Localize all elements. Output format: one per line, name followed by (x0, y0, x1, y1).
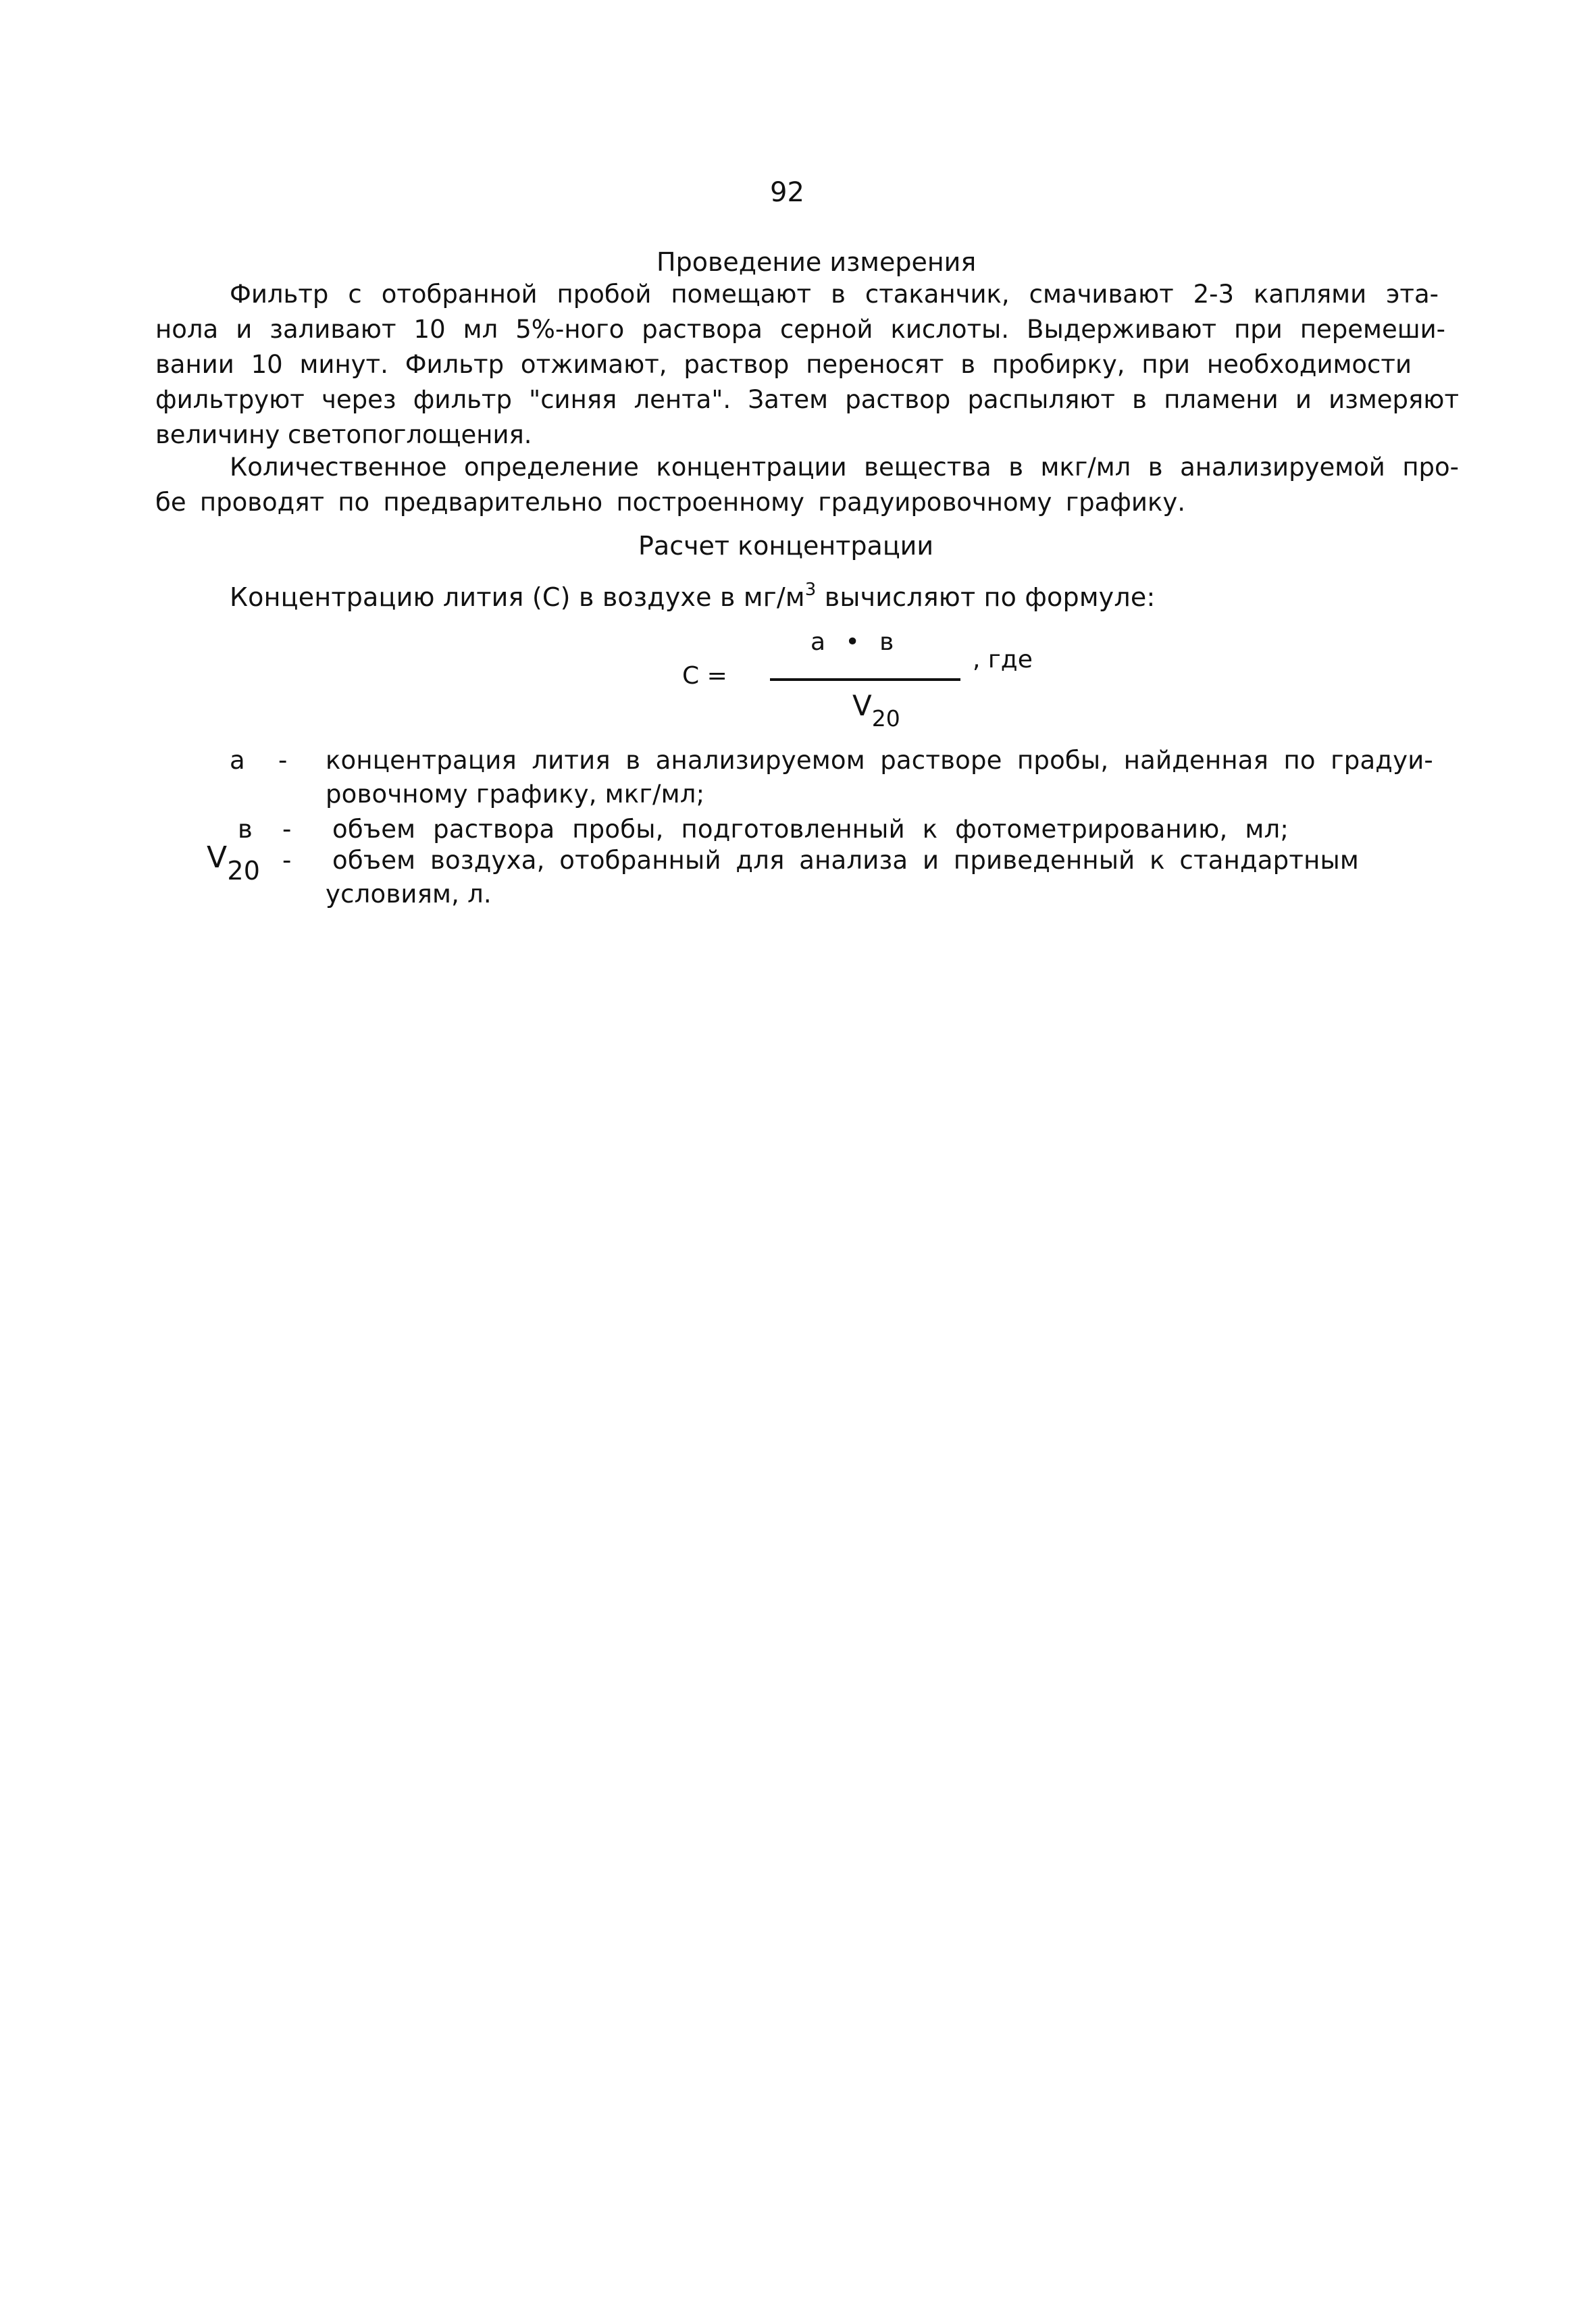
paragraph-line: Фильтр с отобранной пробой помещают в стаканчик, смачивают 2-3 каплями эта- (230, 280, 1439, 309)
paragraph-line: величину светопоглощения. (155, 420, 532, 449)
definition-text: условиям, л. (326, 880, 492, 909)
definition-symbol-base: V (207, 840, 228, 875)
formula-intro (230, 582, 1155, 612)
definition-text: концентрация лития в анализируемом растворе пробы, найденная по градуи- (326, 746, 1433, 775)
formula-intro-superscript: 3 (804, 580, 817, 600)
definition-dash: - (282, 846, 292, 875)
definition-symbol-subscript: 20 (227, 856, 261, 886)
paragraph-line: Количественное определение концентрации вещества в мкг/мл в анализируемой про- (230, 453, 1459, 482)
definition-text: ровочному графику, мкг/мл; (326, 780, 705, 809)
page-number: 92 (770, 177, 804, 208)
formula-suffix: , где (973, 646, 1033, 673)
paragraph-line: фильтруют через фильтр "синяя лента". Затем раствор распыляют в пламени и измеряют (155, 385, 1459, 414)
formula-intro-text-end: вычисляют по формуле: (816, 582, 1156, 612)
definition-dash: - (278, 746, 288, 775)
section-heading-measurement: Проведение измерения (657, 247, 977, 277)
definition-symbol: в (238, 815, 253, 844)
formula-numerator: а • в (810, 628, 894, 656)
section-heading-calculation: Расчет концентрации (638, 531, 934, 561)
formula-denominator-base: V (852, 689, 872, 722)
paragraph-line: нола и заливают 10 мл 5%-ного раствора серной кислоты. Выдерживают при перемеши- (155, 315, 1445, 344)
formula-denominator-subscript: 20 (871, 705, 900, 732)
paragraph-line: бе проводят по предварительно построенному градуировочному графику. (155, 488, 1185, 517)
definition-symbol: а (230, 746, 245, 775)
definition-symbol (207, 840, 261, 886)
formula-denominator (852, 689, 900, 732)
definition-text: объем воздуха, отобранный для анализа и приведенный к стандартным (332, 846, 1359, 875)
formula-intro-text: Концентрацию лития (С) в воздухе в мг/м (230, 582, 805, 612)
definition-dash: - (282, 815, 292, 844)
formula-lhs: С = (682, 662, 727, 690)
definition-text: объем раствора пробы, подготовленный к фотометрированию, мл; (332, 815, 1289, 844)
paragraph-line: вании 10 минут. Фильтр отжимают, раствор переносят в пробирку, при необходимости (155, 350, 1412, 379)
fraction-bar (770, 678, 960, 681)
